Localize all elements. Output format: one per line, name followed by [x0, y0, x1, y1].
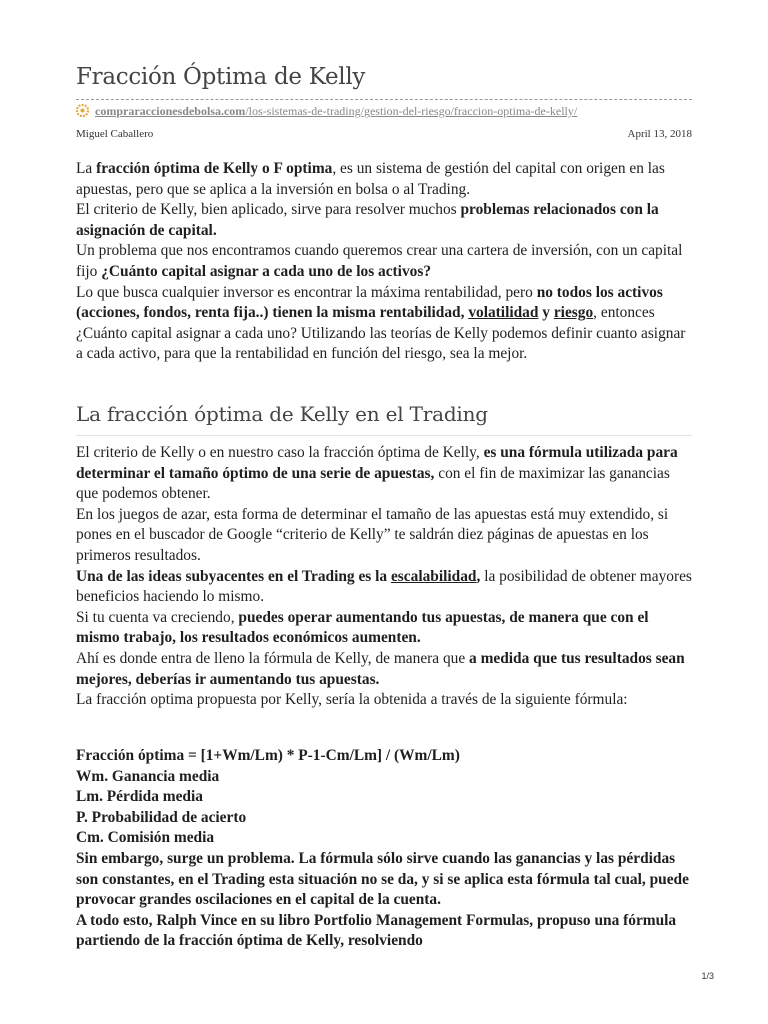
article-meta [76, 128, 692, 140]
section-paragraph: En los juegos de azar, esta forma de determinar el tamaño de las apuestas está muy extendido, si pones en el buscador de Google “criterio de Kelly” te saldrán diez páginas de apuestas en los primeros resultados. [76, 505, 669, 564]
formula-line: A todo esto, Ralph Vince en su libro Portfolio Management Formulas, propuso una fórmula partiendo de la fracción óptima de Kelly, resolviendo [76, 911, 677, 950]
section-heading: La fracción óptima de Kelly en el Trading [76, 402, 692, 436]
intro-paragraph: La fracción óptima de Kelly o F optima, es un sistema de gestión del capital con origen en las apuestas, pero que se aplica a la inversión en bolsa o al Trading. [76, 160, 665, 198]
intro-text [76, 159, 692, 365]
section-paragraph: Ahí es donde entra de lleno la fórmula de Kelly, de manera que a medida que tus resultados sean mejores, deberías ir aumentando tus apuestas. [76, 649, 685, 688]
page-number: 1/3 [701, 971, 714, 981]
escalabilidad-link[interactable]: escalabilidad [390, 567, 477, 585]
section-paragraph: Una de las ideas subyacentes en el Trading es la escalabilidad, la posibilidad de obtener mayores beneficios haciendo lo mismo. [76, 567, 692, 606]
section-paragraph: Si tu cuenta va creciendo, puedes operar aumentando tus apuestas, de manera que con el mismo trabajo, los resultados económicos aumenten. [76, 608, 649, 647]
formula-line: P. Probabilidad de acierto [76, 808, 247, 826]
formula-line: Fracción óptima = [1+Wm/Lm) * P-1-Cm/Lm] / (Wm/Lm) [76, 747, 460, 764]
source-url[interactable] [76, 104, 577, 119]
source-domain[interactable]: compraraccionesdebolsa.com [95, 104, 246, 118]
formula-line: Cm. Comisión media [76, 829, 215, 847]
page-title: Fracción Óptima de Kelly [76, 64, 366, 90]
formula-line: Sin embargo, surge un problema. La fórmula sólo sirve cuando las ganancias y las pérdidas son constantes, en el Trading esta situación no se da, y si se aplica esta fórmula tal cual, puede provocar grandes oscilaciones en el capital de la cuenta. [76, 849, 689, 909]
section-text [76, 443, 692, 711]
formula-block [76, 746, 692, 952]
section-paragraph: La fracción optima propuesta por Kelly, sería la obtenida a través de la siguiente fórmula: [76, 691, 628, 709]
author: Miguel Caballero [76, 128, 154, 140]
intro-paragraph: Lo que busca cualquier inversor es encontrar la máxima rentabilidad, pero no todos los activos (acciones, fondos, renta fija..) tienen la misma rentabilidad, volatilidad y riesgo, entonces ¿Cuánto capital asignar a cada uno? Utilizando las teorías de Kelly podemos definir cuanto asignar a cada activo, para que la rentabilidad en función del riesgo, sea la mejor. [76, 283, 686, 363]
formula-line: Lm. Pérdida media [76, 788, 203, 806]
source-path[interactable]: /los-sistemas-de-trading/gestion-del-riesgo/fraccion-optima-de-kelly/ [245, 104, 578, 118]
title-divider [76, 99, 692, 100]
formula-line: Wm. Ganancia media [76, 767, 220, 785]
publish-date: April 13, 2018 [627, 128, 692, 140]
intro-paragraph: Un problema que nos encontramos cuando queremos crear una cartera de inversión, con un capital fijo ¿Cuánto capital asignar a cada uno de los activos? [76, 242, 683, 280]
section-paragraph: El criterio de Kelly o en nuestro caso la fracción óptima de Kelly, es una fórmula utilizada para determinar el tamaño óptimo de una serie de apuestas, con el fin de maximizar las ganancias que podemos obtener. [76, 444, 678, 503]
riesgo-link[interactable]: riesgo [553, 304, 594, 322]
intro-paragraph: El criterio de Kelly, bien aplicado, sirve para resolver muchos problemas relacionados con la asignación de capital. [76, 201, 659, 239]
site-favicon-icon [76, 104, 89, 117]
volatilidad-link[interactable]: volatilidad [468, 304, 539, 322]
